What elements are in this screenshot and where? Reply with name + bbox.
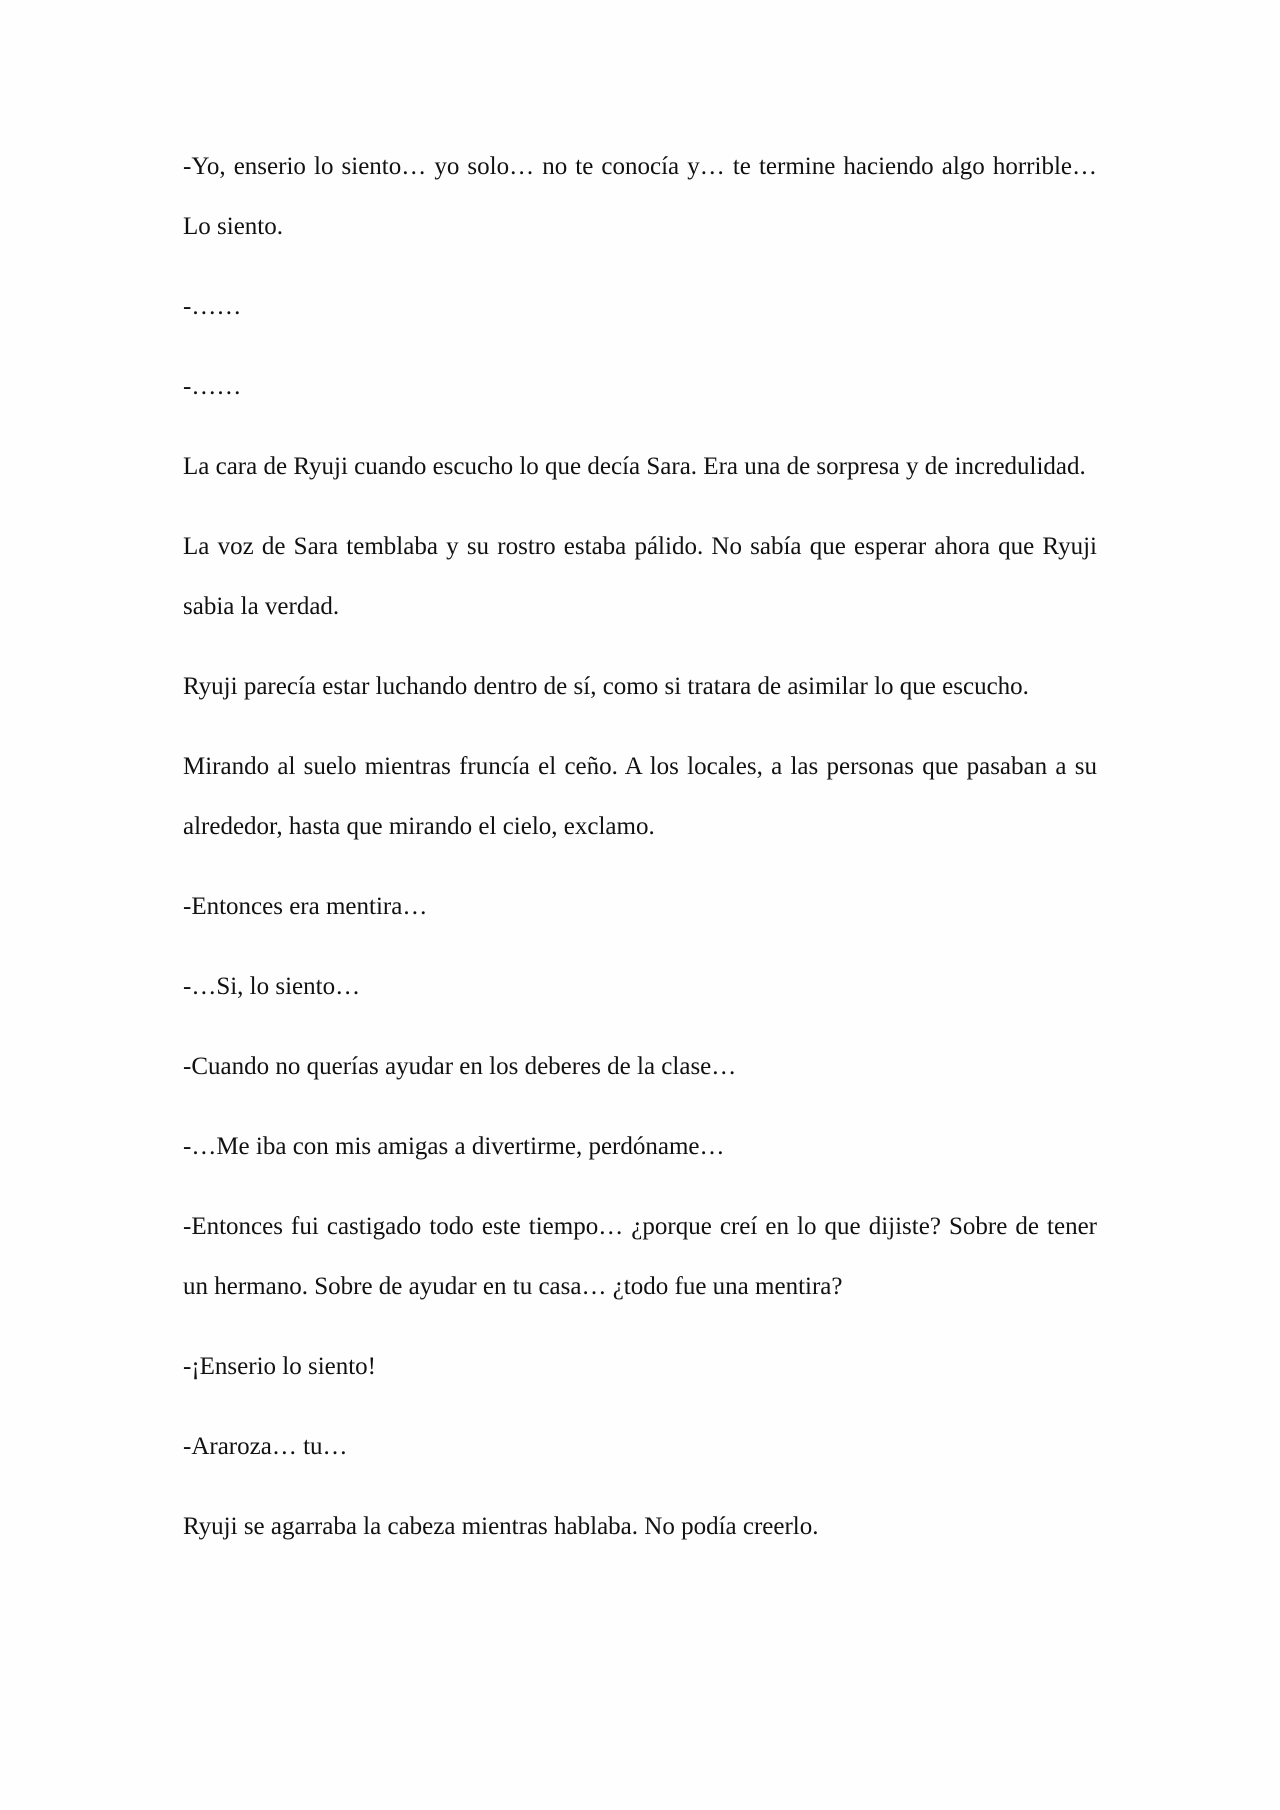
dialogue-class-duties: -Cuando no querías ayudar en los deberes de la clase… — [183, 1053, 737, 1080]
story-text — [183, 137, 1097, 1577]
dialogue-punished: -Entonces fui castigado todo este tiempo… ¿porque creí en lo que dijiste? Sobre de tener un hermano. Sobre de ayudar en tu casa… ¿todo fue una mentira? — [183, 1213, 1097, 1300]
narration-ryuji-face: La cara de Ryuji cuando escucho lo que decía Sara. Era una de sorpresa y de incredulidad. — [183, 453, 1086, 480]
dialogue-friends: -…Me iba con mis amigas a divertirme, perdóname… — [183, 1133, 725, 1160]
dialogue-silence-1: -…… — [183, 293, 242, 320]
narration-sara-voice: La voz de Sara temblaba y su rostro estaba pálido. No sabía que esperar ahora que Ryuji sabia la verdad. — [183, 533, 1097, 620]
dialogue-silence-2: -…… — [183, 373, 242, 400]
dialogue-yes-sorry: -…Si, lo siento… — [183, 973, 361, 1000]
narration-ryuji-head: Ryuji se agarraba la cabeza mientras hablaba. No podía creerlo. — [183, 1513, 819, 1540]
dialogue-really-sorry: -¡Enserio lo siento! — [183, 1353, 377, 1380]
dialogue-lie: -Entonces era mentira… — [183, 893, 428, 920]
dialogue-apology: -Yo, enserio lo siento… yo solo… no te conocía y… te termine haciendo algo horrible… Lo siento. — [183, 153, 1097, 240]
narration-ryuji-struggle: Ryuji parecía estar luchando dentro de sí, como si tratara de asimilar lo que escucho. — [183, 673, 1029, 700]
narration-looking-around: Mirando al suelo mientras fruncía el ceño. A los locales, a las personas que pasaban a su alrededor, hasta que mirando el cielo, exclamo. — [183, 753, 1097, 840]
dialogue-araroza: -Araroza… tu… — [183, 1433, 348, 1460]
